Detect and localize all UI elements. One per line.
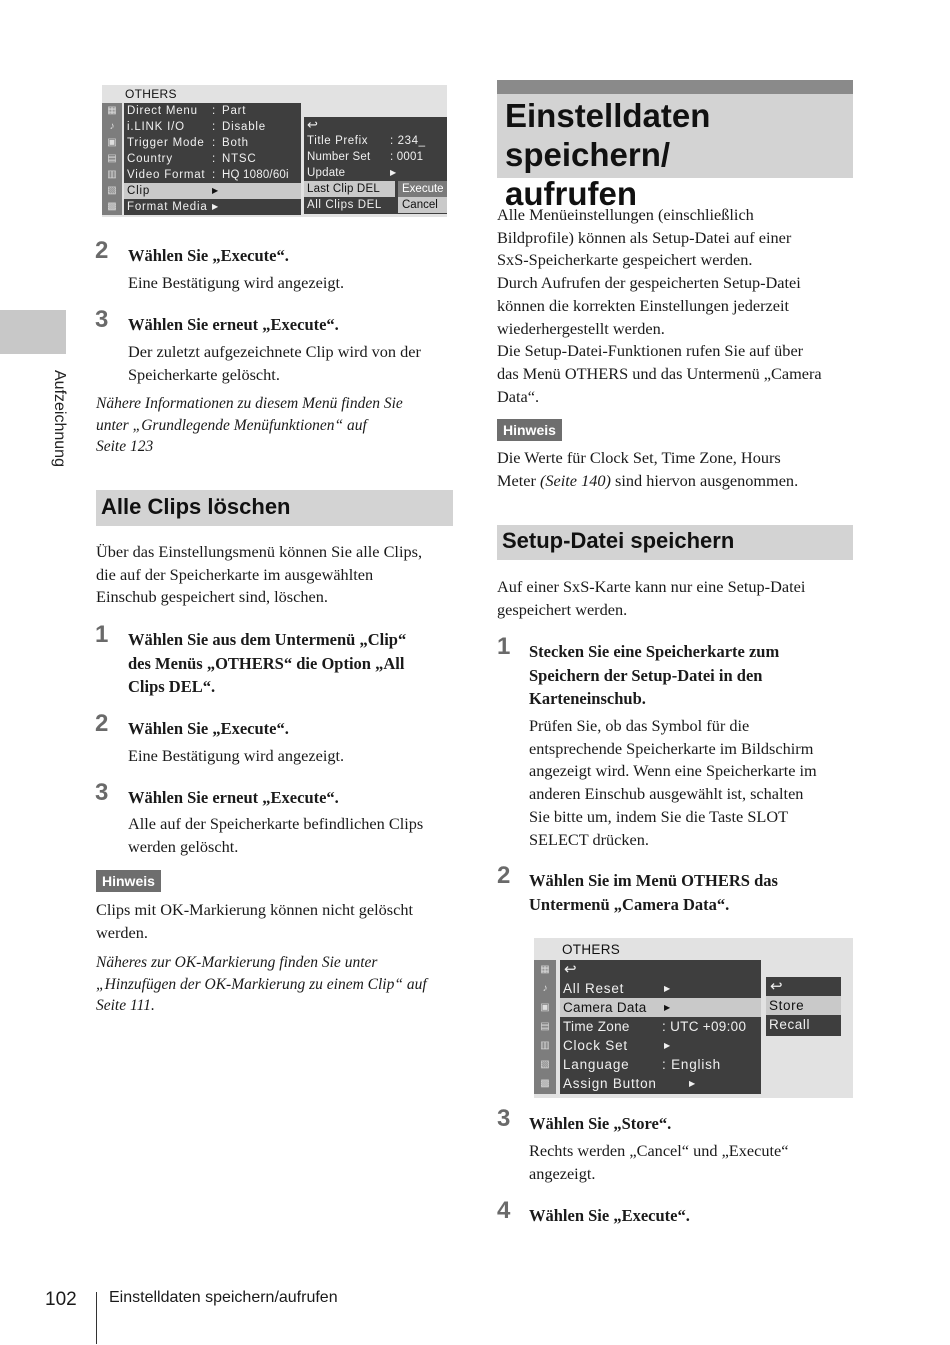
- reference-note: Näheres zur OK-Markierung finden Sie unter „Hinzufügen der OK-Markierung zu einem Clip“ auf Seite 111.: [96, 954, 427, 1014]
- step-number: 2: [95, 710, 109, 737]
- step-title: Wählen Sie erneut „Execute“.: [128, 788, 339, 807]
- note-badge: Hinweis: [497, 419, 562, 441]
- section-heading: Setup-Datei speichern: [502, 528, 735, 553]
- main-menu: [124, 103, 301, 215]
- submenu-row[interactable]: Number Set : 0001: [307, 151, 424, 163]
- menu-row[interactable]: Time Zone : UTC +09:00: [563, 1019, 747, 1034]
- note-body: Clips mit OK-Markierung können nicht gelöscht werden.: [96, 900, 413, 942]
- menu-row[interactable]: i.LINK I/O : Disable: [127, 121, 266, 133]
- back-icon[interactable]: ↩: [307, 117, 319, 132]
- menu-row[interactable]: Assign Button ▶: [563, 1076, 696, 1091]
- menu-row-camera-data[interactable]: Camera Data ▶: [560, 998, 761, 1017]
- section-label: Aufzeichnung: [51, 370, 68, 467]
- chevron-right-icon: ▶: [212, 186, 219, 195]
- chevron-right-icon: ▶: [390, 168, 397, 177]
- submenu-row[interactable]: All Clips DEL: [307, 199, 382, 211]
- menu-row-clip[interactable]: Clip ▶: [124, 183, 301, 199]
- step-title: Wählen Sie aus dem Untermenü „Clip“ des Menüs „OTHERS“ die Option „All Clips DEL“.: [128, 630, 407, 696]
- camera-icon: ▦: [107, 105, 117, 116]
- step-body: Eine Bestätigung wird angezeigt.: [128, 273, 345, 292]
- menu-row[interactable]: All Reset ▶: [563, 981, 671, 996]
- menu-row[interactable]: Language : English: [563, 1057, 721, 1072]
- section-intro: Über das Einstellungsmenü können Sie alle Clips, die auf der Speicherkarte im ausgewählten Einschub gespeichert sind, löschen.: [96, 542, 423, 607]
- step-number: 2: [95, 237, 109, 264]
- video-icon: ▣: [540, 1002, 550, 1013]
- section-tab: [0, 310, 66, 354]
- main-menu: [560, 960, 761, 1094]
- paint-icon: ▤: [107, 153, 117, 164]
- step-number: 3: [95, 306, 109, 333]
- menu-row[interactable]: Format Media ▶: [127, 201, 219, 213]
- chevron-right-icon: ▶: [212, 202, 219, 211]
- running-footer: Einstelldaten speichern/aufrufen: [109, 1289, 338, 1306]
- step-body: Der zuletzt aufgezeichnete Clip wird von der Speicherkarte gelöscht.: [128, 342, 421, 384]
- step-title: Wählen Sie „Execute“.: [529, 1206, 690, 1225]
- back-icon[interactable]: ↩: [770, 978, 784, 995]
- step-body: Alle auf der Speicherkarte befindlichen Clips werden gelöscht.: [128, 814, 424, 856]
- chapter-title: Einstelldaten speichern/ aufrufen: [505, 97, 711, 212]
- step-body: Rechts werden „Cancel“ und „Execute“ angezeigt.: [529, 1141, 789, 1183]
- step-title: Wählen Sie „Execute“.: [128, 719, 289, 738]
- step-number: 1: [95, 621, 109, 648]
- section-heading: Alle Clips löschen: [101, 494, 291, 519]
- submenu-row[interactable]: Update ▶: [307, 167, 397, 179]
- chevron-right-icon: ▶: [664, 984, 671, 993]
- others-icon: ▧: [540, 1059, 550, 1070]
- back-icon[interactable]: ↩: [564, 961, 578, 978]
- grid-icon: ▩: [540, 1078, 550, 1089]
- step-title: Wählen Sie „Execute“.: [128, 246, 289, 265]
- menu-row[interactable]: Video Format : HQ 1080/60i: [127, 169, 289, 181]
- note-body: Die Werte für Clock Set, Time Zone, Hours Meter (Seite 140) sind hiervon ausgenommen.: [497, 448, 799, 490]
- step-number: 1: [497, 633, 511, 660]
- menu-title: OTHERS: [125, 87, 177, 101]
- menu-row[interactable]: Trigger Mode : Both: [127, 137, 249, 149]
- menu-screenshot-clip: [102, 85, 447, 217]
- step-title: Wählen Sie im Menü OTHERS das Untermenü „Camera Data“.: [529, 871, 778, 914]
- section-heading-bar: [96, 490, 453, 526]
- chapter-intro: Alle Menüeinstellungen (einschließlich Bildprofile) können als Setup-Datei auf einer SxS-Speicherkarte gespeichert werden. Durch Aufrufen der gespeicherten Setup-Datei können die korrekten Einstellungen jederzeit wiederhergestellt werden. Die Setup-Datei-Funktionen rufen Sie auf über das Menü OTHERS und das Untermenü „Camera Data“.: [497, 205, 822, 406]
- step-body: Eine Bestätigung wird angezeigt.: [128, 746, 345, 765]
- camera-icon: ▦: [540, 964, 550, 975]
- step-number: 3: [95, 779, 109, 806]
- video-icon: ▣: [107, 137, 117, 148]
- tc-icon: ▥: [107, 169, 117, 180]
- tc-icon: ▥: [540, 1040, 550, 1051]
- cancel-option[interactable]: Cancel: [398, 197, 447, 213]
- menu-icon-column: [534, 960, 556, 1094]
- menu-row[interactable]: Clock Set ▶: [563, 1038, 671, 1053]
- paint-icon: ▤: [540, 1021, 550, 1032]
- execute-option[interactable]: Execute: [398, 181, 447, 197]
- step-number: 2: [497, 862, 511, 889]
- step-number: 3: [497, 1105, 511, 1132]
- grid-icon: ▩: [107, 201, 117, 212]
- section-heading-bar: [497, 525, 853, 560]
- step-title: Wählen Sie erneut „Execute“.: [128, 315, 339, 334]
- step-body: Prüfen Sie, ob das Symbol für die entsprechende Speicherkarte im Bildschirm angezeigt wird. Wenn eine Speicherkarte im anderen Einschub ausgewählt ist, schalten Sie bitte um, indem Sie die Taste SLOT SELECT drücken.: [529, 716, 817, 849]
- step-title: Stecken Sie eine Speicherkarte zum Speichern der Setup-Datei in den Karteneinschub.: [529, 642, 780, 708]
- chevron-right-icon: ▶: [664, 1041, 671, 1050]
- menu-icon-column: [102, 103, 122, 215]
- camera-data-submenu: [766, 977, 841, 1036]
- recall-option[interactable]: Recall: [769, 1017, 811, 1032]
- step-title: Wählen Sie „Store“.: [529, 1114, 672, 1133]
- chapter-title-bar: [497, 80, 853, 212]
- audio-icon: ♪: [109, 121, 115, 132]
- page-number: 102: [45, 1289, 77, 1310]
- section-intro: Auf einer SxS-Karte kann nur eine Setup-Datei gespeichert werden.: [497, 577, 806, 619]
- footer-divider: [96, 1292, 97, 1344]
- menu-screenshot-camera-data: [534, 938, 853, 1098]
- others-icon: ▧: [107, 185, 117, 196]
- menu-row[interactable]: Country : NTSC: [127, 153, 257, 165]
- step-number: 4: [497, 1197, 511, 1224]
- store-option[interactable]: Store: [766, 996, 841, 1015]
- menu-row[interactable]: Direct Menu : Part: [127, 105, 247, 117]
- submenu-row[interactable]: Last Clip DEL: [304, 181, 395, 197]
- reference-note: Nähere Informationen zu diesem Menü finden Sie unter „Grundlegende Menüfunktionen“ auf Seite 123: [96, 395, 403, 455]
- note-badge: Hinweis: [96, 870, 161, 892]
- menu-title: OTHERS: [562, 942, 621, 957]
- submenu-row[interactable]: Title Prefix : 234_: [307, 135, 426, 147]
- audio-icon: ♪: [542, 983, 548, 994]
- chevron-right-icon: ▶: [664, 1003, 671, 1012]
- chevron-right-icon: ▶: [689, 1079, 696, 1088]
